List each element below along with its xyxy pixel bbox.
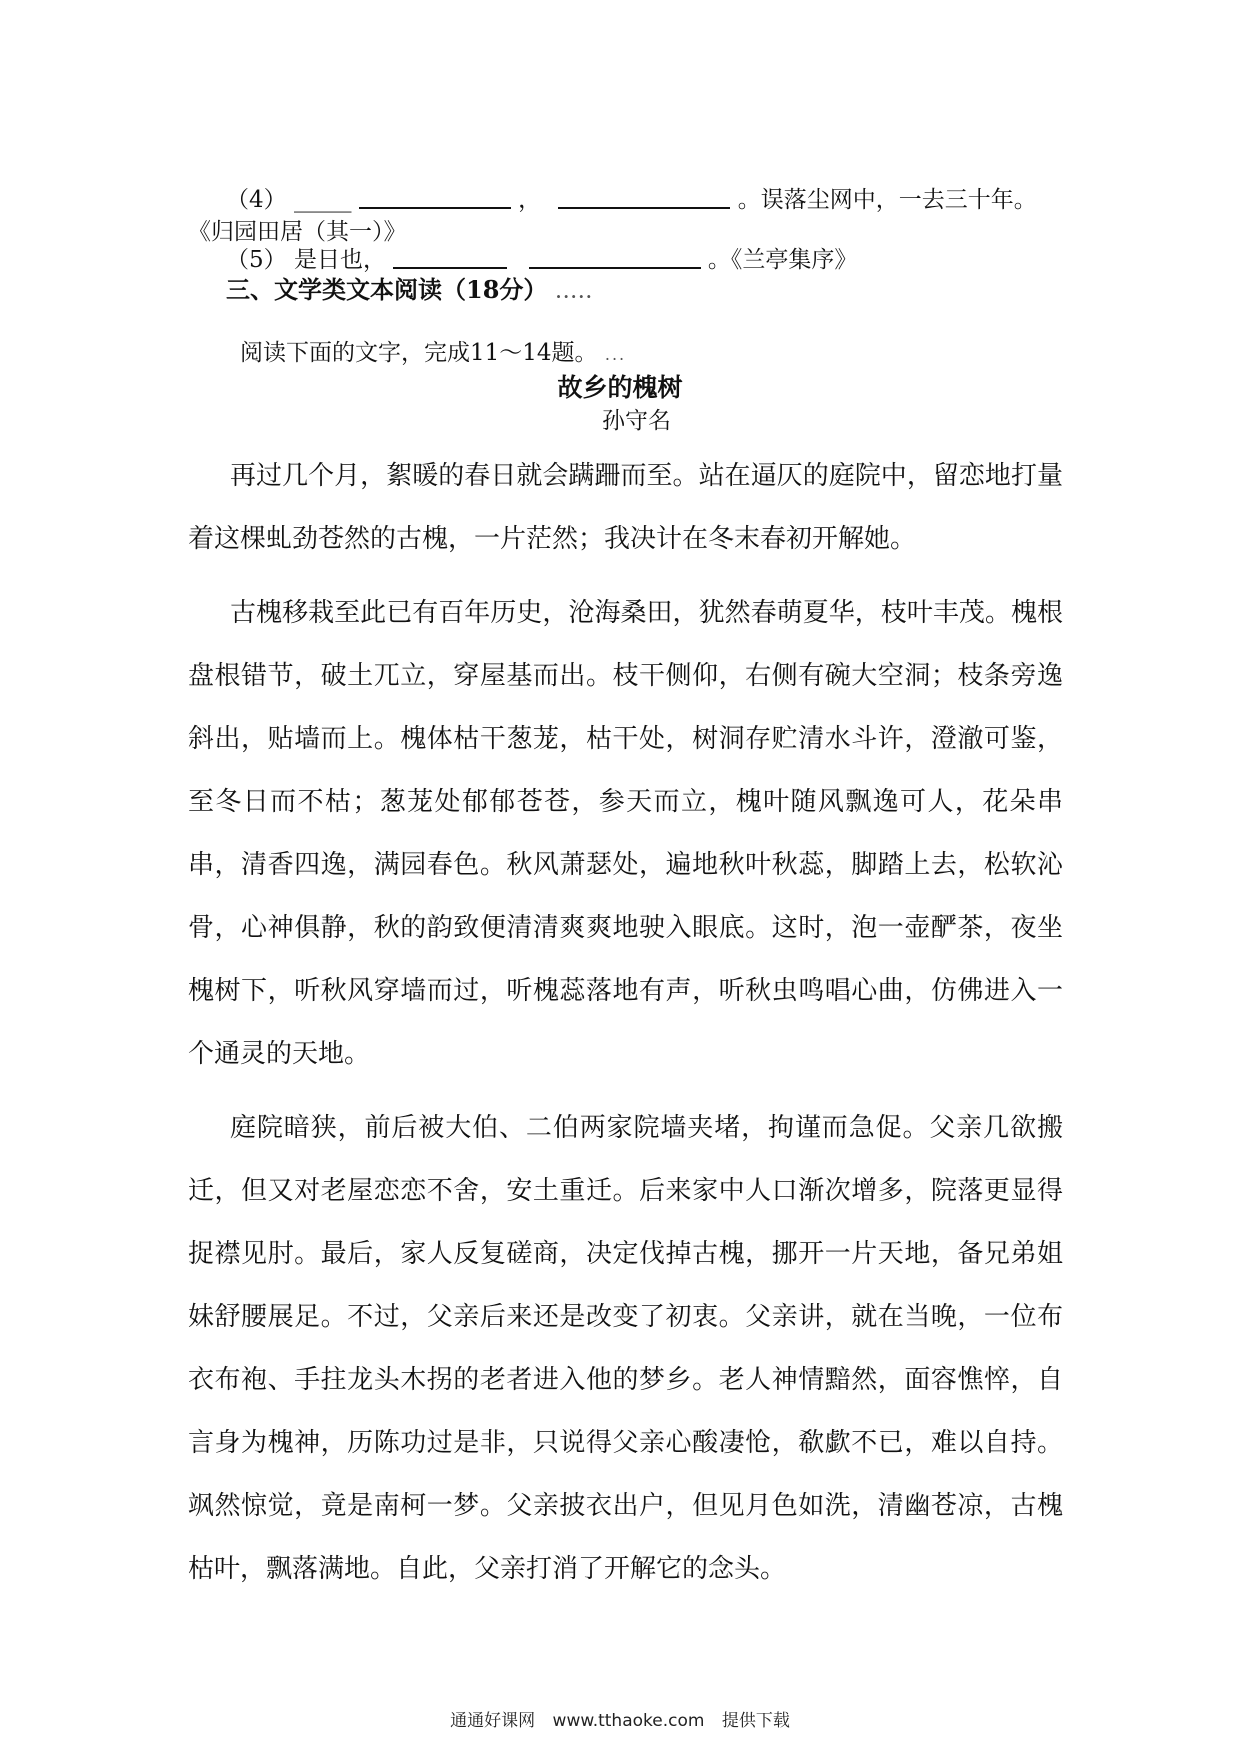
answer-blank-5a[interactable] xyxy=(393,245,507,269)
question-4-number: （4） xyxy=(226,187,287,213)
reading-instruction-text: 阅读下面的文字，完成11～14题。 xyxy=(240,340,598,366)
dots-decoration: ..... xyxy=(555,283,594,302)
paragraph-3: 庭院暗狭，前后被大伯、二伯两家院墙夹堵，拘谨而急促。父亲几欲搬迁，但又对老屋恋恋不舍，安土重迁。后来家中人口渐次增多，院落更显得捉襟见肘。最后，家人反复磋商，决定伐掉古槐，挪开一片天地，备兄弟姐妹舒腰展足。不过，父亲后来还是改变了初衷。父亲讲，就在当晚，一位布衣布袍、手拄龙头木拐的老者进入他的梦乡。老人神情黯然，面容憔悴，自言身为槐神，历陈功过是非，只说得父亲心酸凄怆，欷歔不已，难以自持。飒然惊觉，竟是南柯一梦。父亲披衣出户，但见月色如洗，清幽苍凉，古槐枯叶，飘落满地。自此，父亲打消了开解它的念头。 xyxy=(188,1113,1063,1584)
section-heading-text: 三、文学类文本阅读（18分） xyxy=(226,275,548,304)
dots-decoration-2: ... xyxy=(604,345,627,364)
article-title: 故乡的槐树 xyxy=(557,373,683,402)
answer-blank-4b[interactable] xyxy=(558,185,730,209)
question-4-comma: ， xyxy=(518,187,542,213)
section-heading xyxy=(226,270,594,305)
answer-blank-5b[interactable] xyxy=(529,245,701,269)
answer-blank-4a[interactable] xyxy=(359,185,511,209)
footer-tagline: 提供下载 xyxy=(721,1711,790,1731)
reading-instruction xyxy=(240,334,626,367)
question-5-suffix: 。《兰亭集序》 xyxy=(707,247,858,273)
question-5-prefix: 是日也， xyxy=(293,247,386,273)
paragraph-2: 古槐移栽至此已有百年历史，沧海桑田，犹然春萌夏华，枝叶丰茂。槐根盘根错节，破土兀立，穿屋基而出。枝干侧仰，右侧有碗大空洞；枝条旁逸斜出，贴墙而上。槐体枯干葱茏，枯干处，树洞存贮清水斗许，澄澈可鉴，至冬日而不枯；葱茏处郁郁苍苍，参天而立，槐叶随风飘逸可人，花朵串串，清香四逸，满园春色。秋风萧瑟处，遍地秋叶秋蕊，脚踏上去，松软沁骨，心神俱静，秋的韵致便清清爽爽地驶入眼底。这时，泡一壶酽茶，夜坐槐树下，听秋风穿墙而过，听槐蕊落地有声，听秋虫鸣唱心曲，仿佛进入一个通灵的天地。 xyxy=(188,598,1063,1069)
footer-site-name: 通通好课网 xyxy=(450,1711,536,1731)
article-body xyxy=(188,445,1063,1601)
question-4-suffix: 。误落尘网中，一去三十年。 xyxy=(737,187,1037,213)
footer-url[interactable]: www.tthaoke.com xyxy=(552,1711,705,1731)
page-footer xyxy=(0,1706,1240,1731)
question-4-underscore: _____ xyxy=(293,187,352,213)
question-4 xyxy=(226,184,1037,216)
question-5-number: （5） xyxy=(226,247,287,273)
article-author: 孙守名 xyxy=(602,408,671,434)
paragraph-1: 再过几个月，絮暖的春日就会蹒跚而至。站在逼仄的庭院中，留恋地打量着这棵虬劲苍然的古槐，一片茫然；我决计在冬末春初开解她。 xyxy=(188,461,1063,554)
question-4-source: 《归园田居（其一）》 xyxy=(188,219,407,245)
